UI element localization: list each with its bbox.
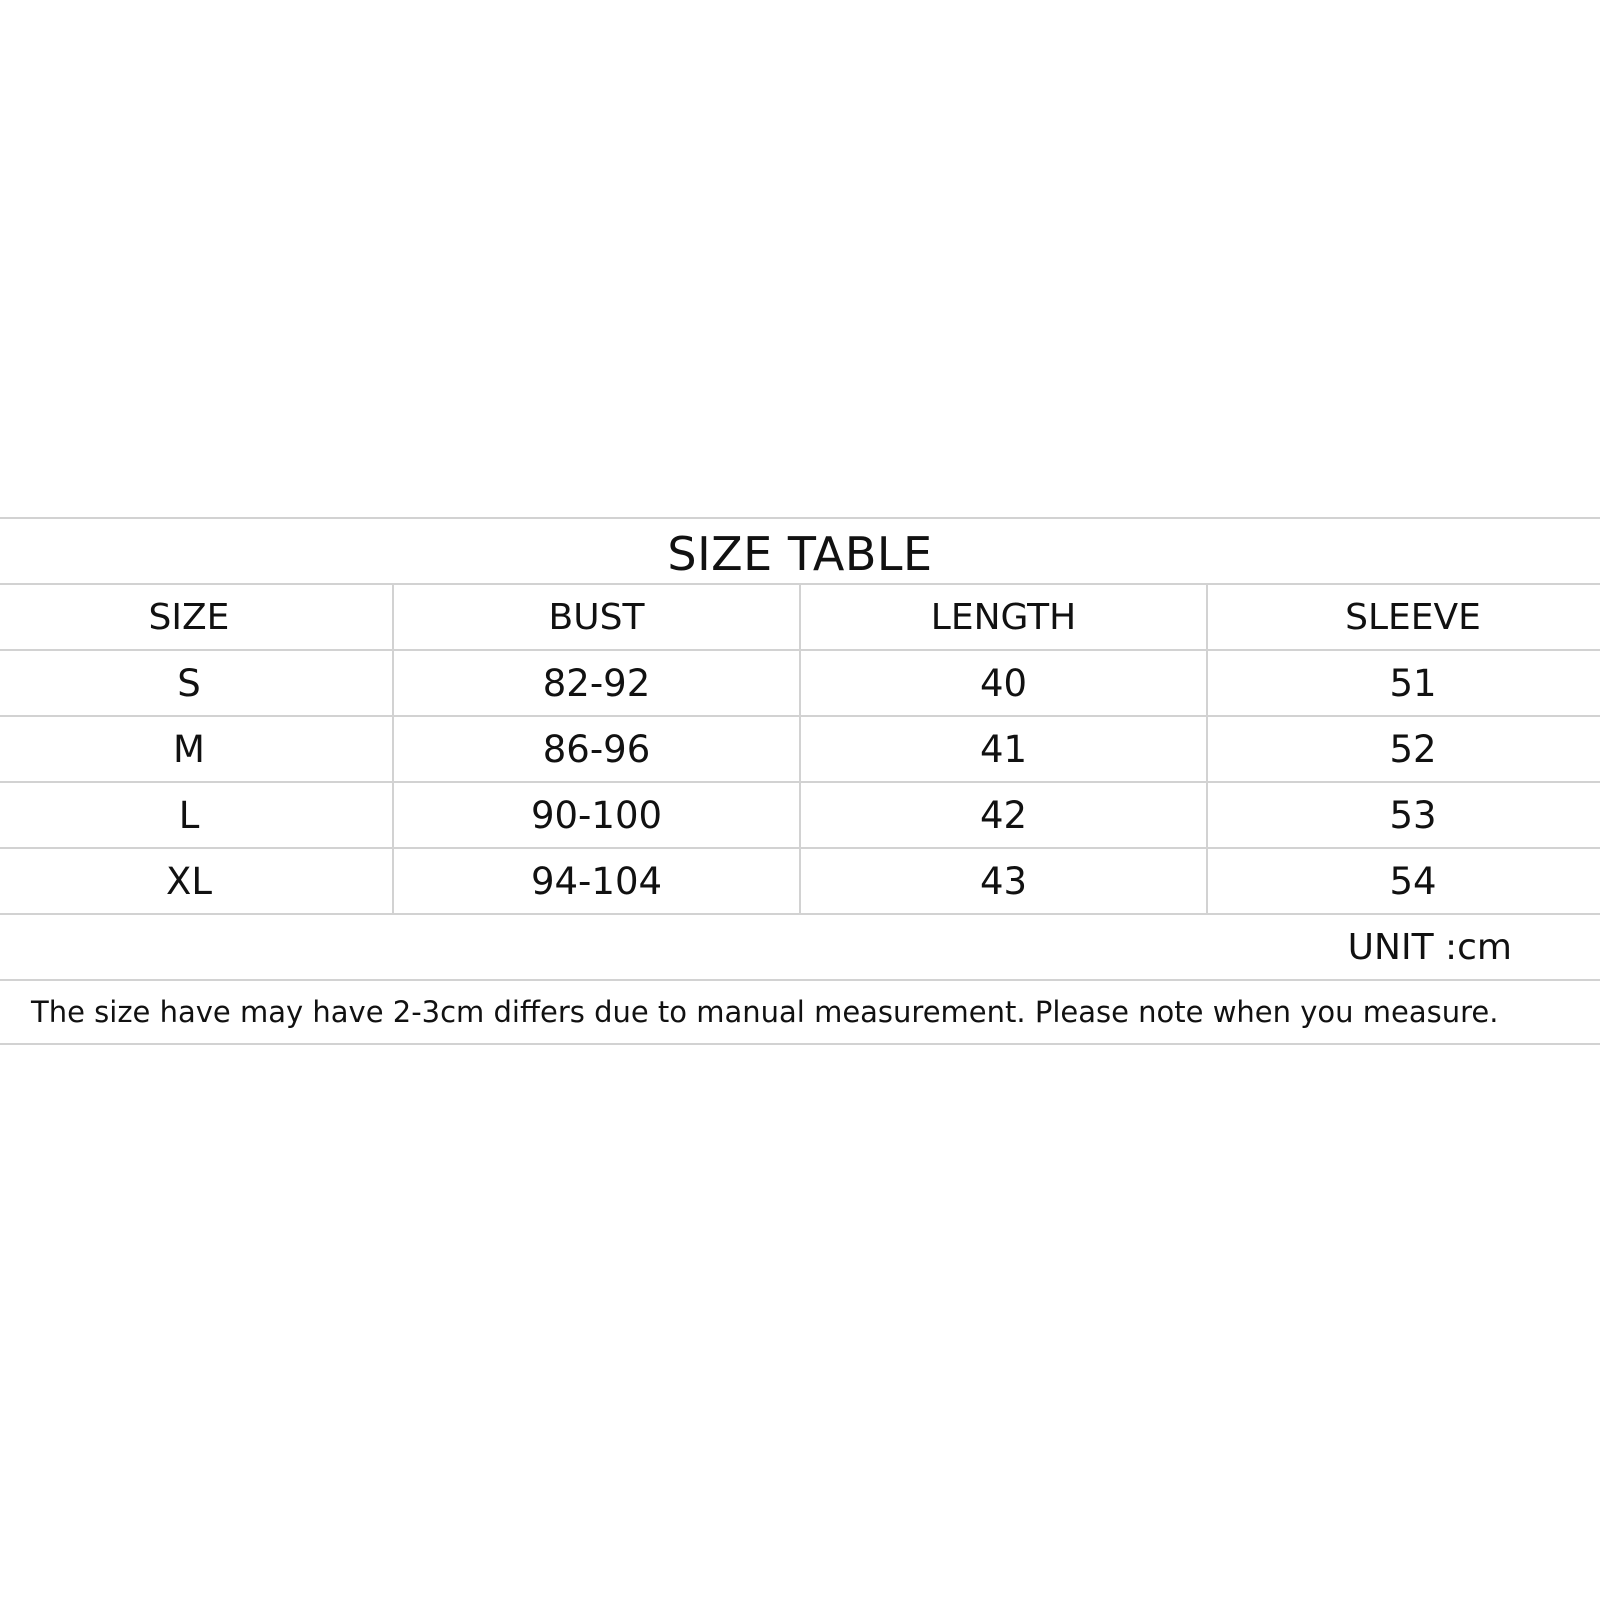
sleeve-cell: 53	[1206, 783, 1600, 847]
length-cell: 43	[799, 849, 1206, 913]
table-row	[0, 717, 1600, 783]
header-size: SIZE	[148, 596, 230, 638]
bust-cell: 86-96	[392, 717, 799, 781]
note-row	[0, 981, 1600, 1045]
length-cell: 41	[799, 717, 1206, 781]
header-length: LENGTH	[799, 585, 1206, 649]
table-row	[0, 849, 1600, 915]
length-cell: 40	[799, 651, 1206, 715]
bust-cell: 82-92	[392, 651, 799, 715]
size-table	[0, 517, 1600, 1045]
bust-cell: 90-100	[392, 783, 799, 847]
length-cell: 42	[799, 783, 1206, 847]
header-sleeve: SLEEVE	[1206, 585, 1600, 649]
size-cell: S	[177, 661, 201, 705]
size-cell: XL	[166, 859, 212, 903]
sleeve-cell: 52	[1206, 717, 1600, 781]
title-row	[0, 519, 1600, 585]
table-row	[0, 783, 1600, 849]
table-row	[0, 651, 1600, 717]
sleeve-cell: 54	[1206, 849, 1600, 913]
measurement-note: The size have may have 2-3cm differs due to manual measurement. Please note when you measure.	[31, 995, 1499, 1029]
header-row	[0, 585, 1600, 651]
unit-row	[0, 915, 1600, 981]
header-bust: BUST	[392, 585, 799, 649]
sleeve-cell: 51	[1206, 651, 1600, 715]
bust-cell: 94-104	[392, 849, 799, 913]
size-cell: L	[178, 793, 200, 837]
table-title: SIZE TABLE	[667, 527, 933, 581]
size-cell: M	[173, 727, 205, 771]
unit-label: UNIT :cm	[1347, 926, 1512, 968]
